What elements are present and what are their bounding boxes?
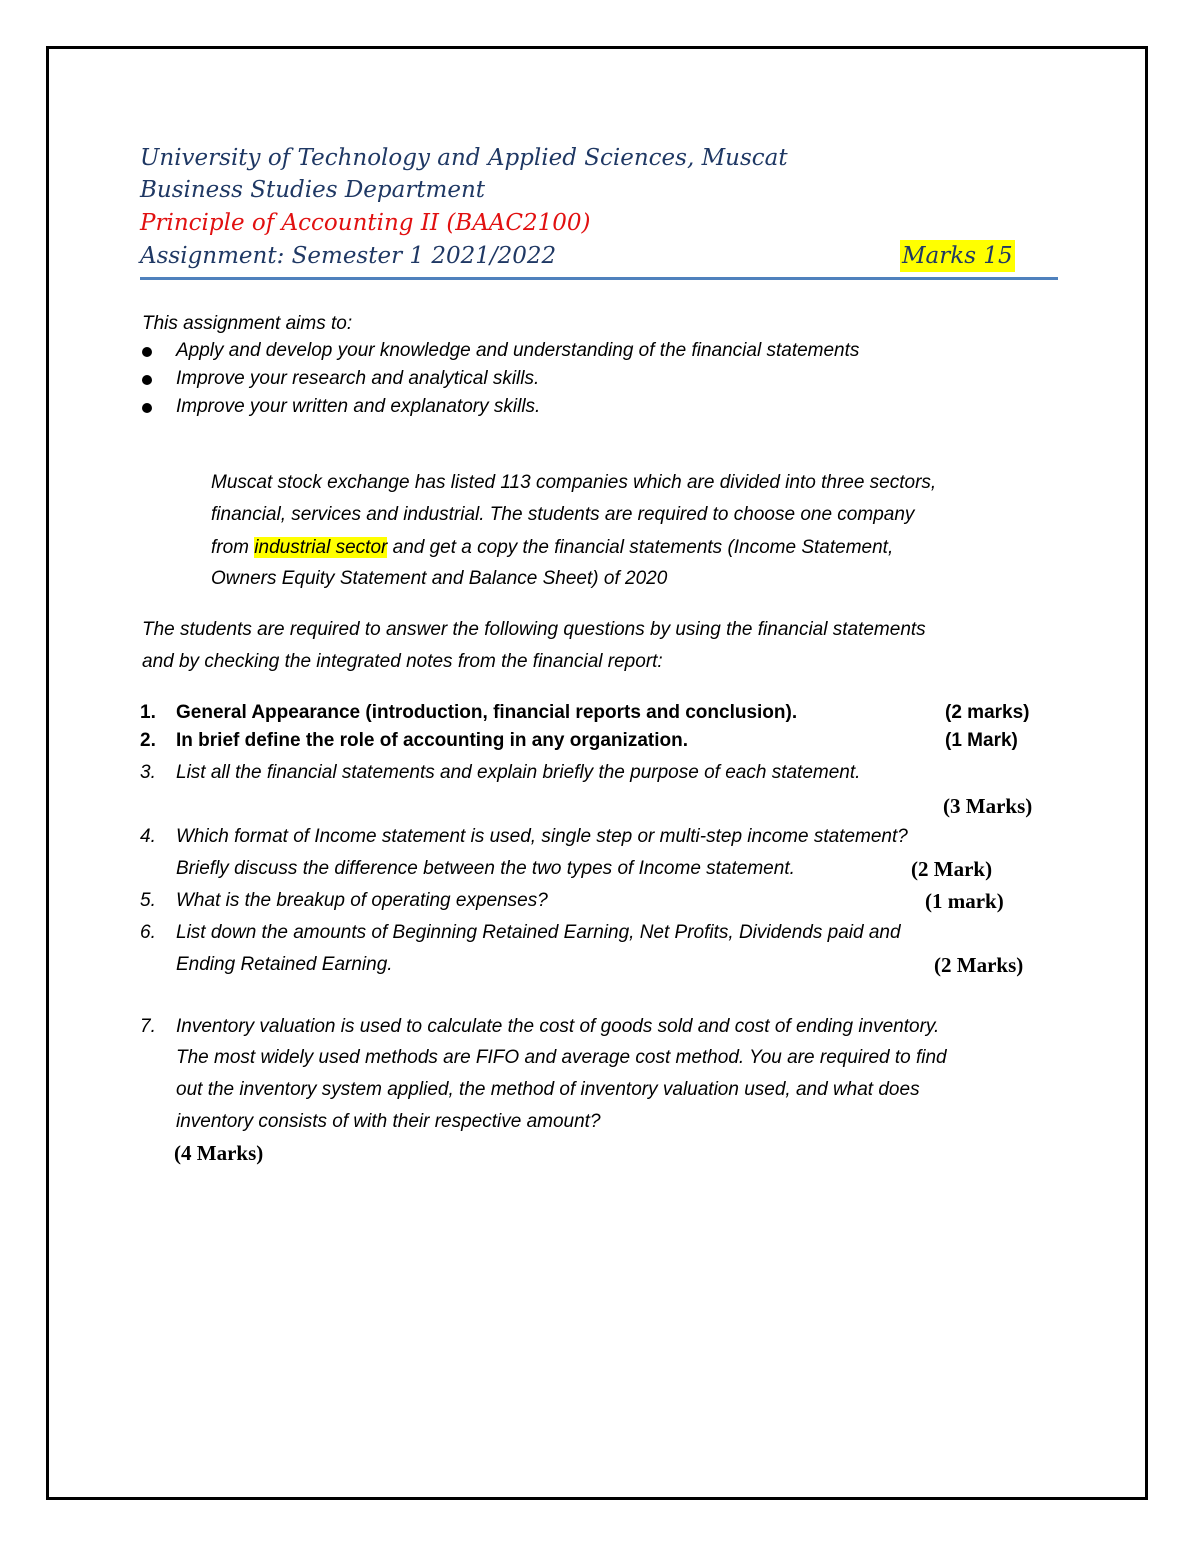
header-divider bbox=[140, 277, 1058, 280]
aim-item: Improve your research and analytical skills. bbox=[176, 368, 540, 389]
question-marks: (1 Mark) bbox=[945, 730, 1018, 751]
question-text: General Appearance (introduction, financial reports and conclusion). bbox=[176, 702, 798, 723]
question-number: 4. bbox=[140, 826, 156, 847]
question-number: 6. bbox=[140, 922, 156, 943]
question-text: The most widely used methods are FIFO and average cost method. You are required to find bbox=[176, 1047, 947, 1068]
question-marks: (2 marks) bbox=[945, 702, 1030, 723]
university-name: University of Technology and Applied Sciences, Muscat bbox=[140, 145, 788, 171]
question-text: inventory consists of with their respective amount? bbox=[176, 1111, 601, 1132]
bullet-icon bbox=[142, 375, 152, 385]
question-text: out the inventory system applied, the method of inventory valuation used, and what does bbox=[176, 1079, 920, 1100]
aim-item: Improve your written and explanatory skills. bbox=[176, 396, 541, 417]
assignment-semester: Assignment: Semester 1 2021/2022 bbox=[140, 243, 557, 269]
question-number: 2. bbox=[140, 730, 156, 751]
question-text: Ending Retained Earning. bbox=[176, 954, 393, 975]
question-number: 1. bbox=[140, 702, 156, 723]
scenario-line: Muscat stock exchange has listed 113 companies which are divided into three sectors, bbox=[211, 472, 937, 493]
question-number: 7. bbox=[140, 1016, 156, 1037]
question-number: 3. bbox=[140, 762, 156, 783]
question-text: Briefly discuss the difference between the two types of Income statement. bbox=[176, 858, 795, 879]
question-text: List all the financial statements and explain briefly the purpose of each statement. bbox=[176, 762, 861, 783]
question-marks: (1 mark) bbox=[925, 889, 1004, 913]
highlighted-industrial-sector: industrial sector bbox=[254, 537, 388, 558]
instructions-line: and by checking the integrated notes from the financial report: bbox=[142, 651, 663, 672]
aim-item: Apply and develop your knowledge and understanding of the financial statements bbox=[176, 340, 860, 361]
question-marks: (2 Mark) bbox=[911, 857, 993, 881]
scenario-line: Owners Equity Statement and Balance Sheet) of 2020 bbox=[211, 568, 668, 589]
bullet-icon bbox=[142, 347, 152, 357]
question-marks: (4 Marks) bbox=[174, 1141, 264, 1165]
aims-intro: This assignment aims to: bbox=[142, 313, 353, 334]
question-text: Inventory valuation is used to calculate the cost of goods sold and cost of ending inventory. bbox=[176, 1016, 940, 1037]
question-text: List down the amounts of Beginning Retained Earning, Net Profits, Dividends paid and bbox=[176, 922, 901, 943]
bullet-icon bbox=[142, 403, 152, 413]
question-number: 5. bbox=[140, 890, 156, 911]
scenario-line bbox=[211, 537, 893, 559]
question-marks: (2 Marks) bbox=[934, 953, 1024, 977]
course-title: Principle of Accounting II (BAAC2100) bbox=[140, 210, 591, 236]
scenario-text: from bbox=[211, 537, 255, 558]
department-name: Business Studies Department bbox=[140, 177, 486, 203]
question-marks: (3 Marks) bbox=[943, 794, 1033, 818]
question-text: Which format of Income statement is used, single step or multi-step income statement? bbox=[176, 826, 908, 847]
question-text: In brief define the role of accounting in any organization. bbox=[176, 730, 688, 751]
total-marks: Marks 15 bbox=[900, 240, 1015, 272]
scenario-line: financial, services and industrial. The students are required to choose one company bbox=[211, 504, 915, 525]
instructions-line: The students are required to answer the following questions by using the financial statements bbox=[142, 619, 926, 640]
question-text: What is the breakup of operating expenses? bbox=[176, 890, 548, 911]
scenario-text: and get a copy the financial statements (Income Statement, bbox=[387, 537, 894, 558]
